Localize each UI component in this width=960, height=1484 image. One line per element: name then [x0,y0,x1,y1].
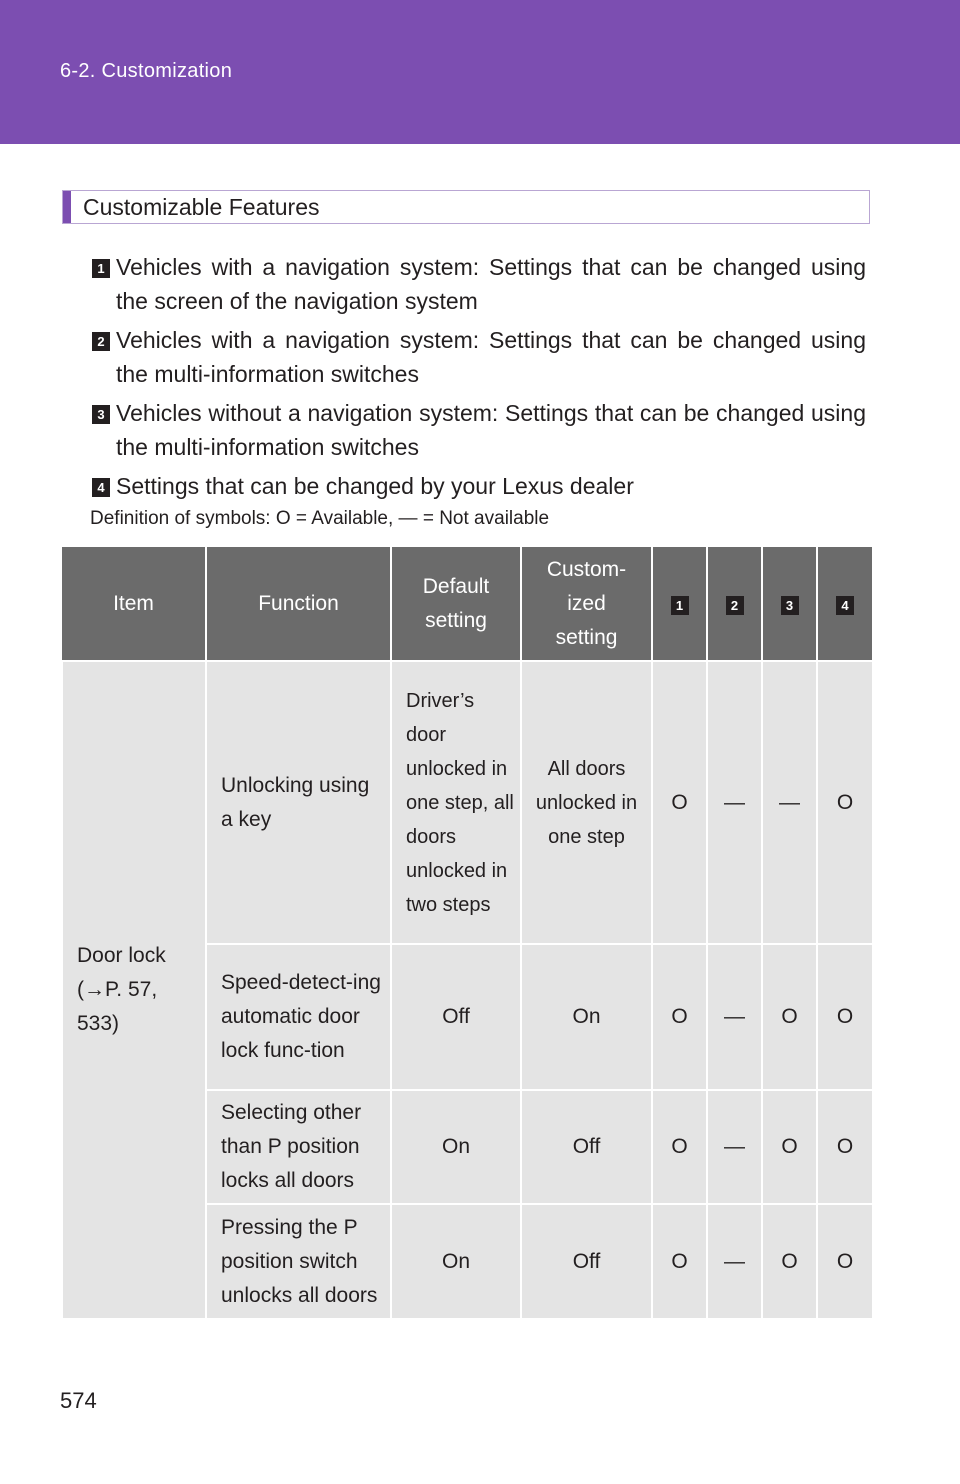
col-header-2 [707,547,762,661]
chapter-header [0,0,960,144]
list-item [92,323,866,391]
default-cell: Off [391,944,521,1090]
col-header-default-text: Default setting [422,574,490,632]
default-text: Driver’s door unlocked in one step, all doors unlocked in two steps [406,689,514,916]
table-row [62,661,872,944]
avail-cell-2: — [707,1090,762,1204]
item-label: Door lock (→P. 57, 533) [77,944,166,1035]
list-item [92,250,866,318]
table-header-row [62,547,872,661]
list-item-text: Vehicles with a navigation system: Settings that can be changed using the multi-information switches [116,327,866,387]
list-item-text: Vehicles without a navigation system: Settings that can be changed using the multi-information switches [116,400,866,460]
avail-cell-2: — [707,944,762,1090]
number-badge-icon: 2 [726,596,744,615]
col-header-4 [817,547,872,661]
heading-accent-bar [63,191,71,223]
function-text: Speed-detect-ing automatic door lock func-tion [221,971,381,1062]
function-text: Unlocking using a key [221,773,370,831]
default-cell: On [391,1204,521,1318]
col-header-function: Function [206,547,391,661]
avail-cell-4: O [817,1204,872,1318]
item-cell [62,661,206,1318]
number-badge-icon: 3 [92,405,110,424]
list-item [92,469,866,503]
avail-cell-3: O [762,1204,817,1318]
number-badge-icon: 4 [92,478,110,497]
page-number: 574 [60,1388,97,1413]
avail-cell-1: O [652,1090,707,1204]
function-cell [206,1204,391,1318]
number-badge-icon: 4 [836,596,854,615]
avail-cell-2: — [707,1204,762,1318]
symbol-definitions: Definition of symbols: O = Available, — = Not available [90,508,550,529]
avail-cell-1: O [652,944,707,1090]
col-header-customized [521,547,652,661]
function-text: Pressing the P position switch unlocks all doors [221,1215,378,1307]
customized-cell [521,661,652,944]
feature-heading-text: Customizable Features [83,194,320,220]
col-header-item: Item [62,547,206,661]
col-header-customized-text: Custom-ized setting [546,557,627,649]
feature-key-list [92,250,866,508]
col-header-3 [762,547,817,661]
list-item [92,396,866,464]
avail-cell-4: O [817,944,872,1090]
col-header-1 [652,547,707,661]
section-title: 6-2. Customization [60,60,233,82]
avail-cell-4: O [817,661,872,944]
customized-cell: On [521,944,652,1090]
customized-cell: Off [521,1204,652,1318]
customized-cell: Off [521,1090,652,1204]
avail-cell-3: — [762,661,817,944]
default-cell [391,661,521,944]
avail-cell-2: — [707,661,762,944]
number-badge-icon: 1 [671,596,689,615]
feature-heading [62,190,870,224]
function-cell [206,944,391,1090]
function-text: Selecting other than P position locks all doors [221,1101,362,1192]
customization-table [61,547,872,1318]
col-header-default [391,547,521,661]
default-cell: On [391,1090,521,1204]
customized-text: All doors unlocked in one step [535,757,638,848]
number-badge-icon: 3 [781,596,799,615]
function-cell [206,1090,391,1204]
number-badge-icon: 2 [92,332,110,351]
number-badge-icon: 1 [92,259,110,278]
avail-cell-4: O [817,1090,872,1204]
list-item-text: Settings that can be changed by your Lexus dealer [116,473,634,499]
function-cell [206,661,391,944]
avail-cell-3: O [762,1090,817,1204]
avail-cell-1: O [652,1204,707,1318]
avail-cell-3: O [762,944,817,1090]
list-item-text: Vehicles with a navigation system: Settings that can be changed using the screen of the navigation system [116,254,866,314]
avail-cell-1: O [652,661,707,944]
